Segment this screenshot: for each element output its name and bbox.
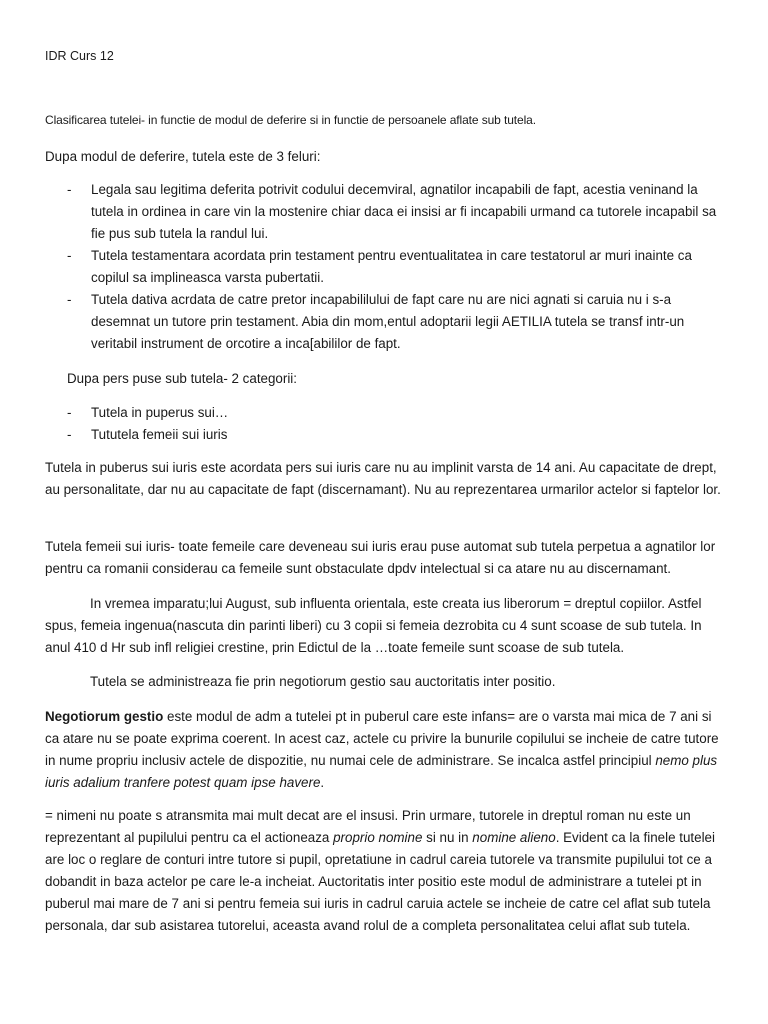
paragraph-negotiorum: Negotiorum gestio este modul de adm a tutelei pt in puberul care este infans= are o varsta mai mica de 7 ani si ca atare nu se poate exprima coerent. In acest caz, actele cu privire la bunurile copilului se incheie de catre tutore in nume propriu inclusiv actele de dispozitie, nu numai cele de administrare. Se incalca astfel principiul nemo plus iuris adalium tranfere potest quam ipse havere. bbox=[45, 709, 719, 790]
pers-intro: Dupa pers puse sub tutela- 2 categorii: bbox=[67, 371, 298, 386]
latin-maxim: nemo plus iuris adalium tranfere potest quam ipse havere bbox=[45, 753, 718, 790]
list-item: - Tututela femeii sui iuris bbox=[45, 424, 725, 446]
document-title: IDR Curs 12 bbox=[45, 49, 114, 63]
list-item: - Tutela dativa acrdata de catre pretor incapabililului de fapt care nu are nici agnati si caruia nu i s-a desemnat un tutore prin testament. Abia din mom,entul adoptarii legii AETILIA tutela se transf intr-un veritabil instrument de orcotire a inca[abililor de fapt. bbox=[45, 289, 725, 355]
list-item: - Tutela testamentara acordata prin testament pentru eventualitatea in care testatorul ar muri inainte ca copilul sa implineasca varsta pubertatii. bbox=[45, 245, 725, 289]
deferire-intro: Dupa modul de deferire, tutela este de 3 feluri: bbox=[45, 149, 321, 164]
paragraph-august: In vremea imparatu;lui August, sub influenta orientala, este creata ius liberorum = dreptul copiilor. Astfel spus, femeia ingenua(nascuta din parinti liberi) cu 3 copii si femeia dezrobita cu 4 sunt scoase de sub tutela. In anul 410 d Hr sub infl religiei crestine, prin Edictul de la …toate femeile sunt scoase de sub tutela. bbox=[45, 596, 702, 655]
paragraph-admin: Tutela se administreaza fie prin negotiorum gestio sau auctoritatis inter positio. bbox=[90, 674, 556, 689]
paragraph-femeii: Tutela femeii sui iuris- toate femeile care deveneau sui iuris erau puse automat sub tutela perpetua a agnatilor lor pentru ca romanii considerau ca femeile sunt obstaculate dpdv intelectual si ca atare nu au discernamant. bbox=[45, 539, 716, 576]
deferire-list bbox=[45, 179, 725, 355]
list-item: - Tutela in puperus sui… bbox=[45, 402, 725, 424]
negotiorum-term: Negotiorum gestio bbox=[45, 709, 164, 724]
paragraph-puberus: Tutela in puberus sui iuris este acordata pers sui iuris care nu au implinit varsta de 14 ani. Au capacitate de drept, au personalitate, dar nu au capacitate de fapt (discernamant). Nu au reprezentarea urmarilor actelor si faptelor lor. bbox=[45, 460, 721, 497]
list-item: - Legala sau legitima deferita potrivit codului decemviral, agnatilor incapabili de fapt, acestia veninand la tutela in ordinea in care vin la mostenire chiar daca ei insisi ar fi incapabili urmand ca tutorele incapabil sa fie pus sub tutela la randul lui. bbox=[45, 179, 725, 245]
section-heading: Clasificarea tutelei- in functie de modul de deferire si in functie de persoanele aflate sub tutela. bbox=[45, 113, 536, 127]
pers-list bbox=[45, 402, 725, 446]
paragraph-nimeni: = nimeni nu poate s atransmita mai mult decat are el insusi. Prin urmare, tutorele in dreptul roman nu este un reprezentant al pupilului pentru ca el actioneaza proprio nomine si nu in nomine alieno. Evident ca la finele tutelei are loc o reglare de conturi intre tutore si pupil, opretatiune in cadrul careia tutorele va transmite pupilului tot ce a dobandit in baza actelor pe care le-a incheiat. Auctoritatis inter positio este modul de administrare a tutelei pt in puberul mai mare de 7 ani si pentru femeia sui iuris in cadrul caruia actele se incheie de catre cel aflat sub tutela personala, dar sub asistarea tutorelui, aceasta avand rolul de a completa personalitatea celui aflat sub tutela. bbox=[45, 808, 715, 933]
